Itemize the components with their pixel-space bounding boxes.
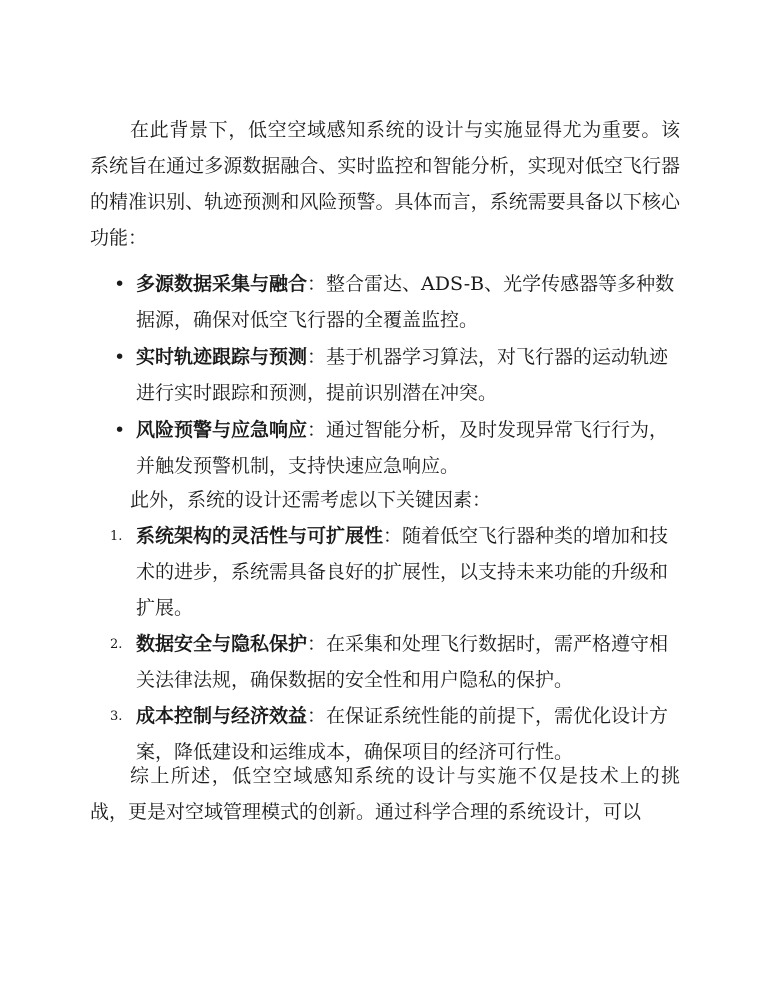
intro-paragraph: 在此背景下，低空空域感知系统的设计与实施显得尤为重要。该系统旨在通过多源数据融合、实时监控和智能分析，实现对低空飞行器的精准识别、轨迹预测和风险预警。具体而言，系统需要具备以下核心功能：: [90, 119, 680, 249]
item-term: 数据安全与隐私保护: [136, 633, 308, 655]
item-term: 实时轨迹跟踪与预测: [136, 346, 308, 368]
factors-paragraph: 此外，系统的设计还需考虑以下关键因素：: [130, 489, 492, 511]
number-marker: 3.: [110, 709, 123, 724]
item-colon: ：: [307, 346, 327, 368]
key-factors-list: [90, 518, 680, 770]
item-colon: ：: [307, 273, 327, 295]
bullet-marker: •: [114, 346, 126, 368]
number-marker: 2.: [110, 637, 123, 652]
item-text: 基于机器学习算法，对飞行器的运动轨迹进行实时跟踪和预测，提前识别潜在冲突。: [136, 346, 669, 404]
core-functions-list: [90, 266, 680, 485]
list-item: [90, 626, 680, 698]
item-text: 通过智能分析，及时发现异常飞行行为，并触发预警机制，支持快速应急响应。: [136, 419, 669, 477]
list-item: [90, 266, 680, 338]
item-term: 多源数据采集与融合: [136, 273, 308, 295]
item-term: 风险预警与应急响应: [136, 419, 308, 441]
bullet-marker: •: [114, 419, 126, 441]
item-text: 整合雷达、ADS-B、光学传感器等多种数据源，确保对低空飞行器的全覆盖监控。: [136, 273, 675, 331]
list-item: [90, 518, 680, 626]
item-term: 成本控制与经济效益: [136, 705, 308, 727]
summary-paragraph: 综上所述，低空空域感知系统的设计与实施不仅是技术上的挑战，更是对空域管理模式的创新。通过科学合理的系统设计，可以: [90, 765, 680, 823]
item-colon: ：: [307, 633, 327, 655]
list-item: [90, 339, 680, 411]
item-text: 在采集和处理飞行数据时，需严格遵守相关法律法规，确保数据的安全性和用户隐私的保护。: [136, 633, 669, 691]
item-text: 在保证系统性能的前提下，需优化设计方案，降低建设和运维成本，确保项目的经济可行性。: [136, 705, 669, 763]
item-text: 随着低空飞行器种类的增加和技术的进步，系统需具备良好的扩展性，以支持未来功能的升级和扩展。: [136, 525, 669, 619]
bullet-marker: •: [114, 273, 126, 295]
item-term: 系统架构的灵活性与可扩展性: [136, 525, 384, 547]
list-item: [90, 412, 680, 484]
number-marker: 1.: [110, 529, 123, 544]
item-colon: ：: [383, 525, 403, 547]
item-colon: ：: [307, 705, 327, 727]
item-colon: ：: [307, 419, 327, 441]
